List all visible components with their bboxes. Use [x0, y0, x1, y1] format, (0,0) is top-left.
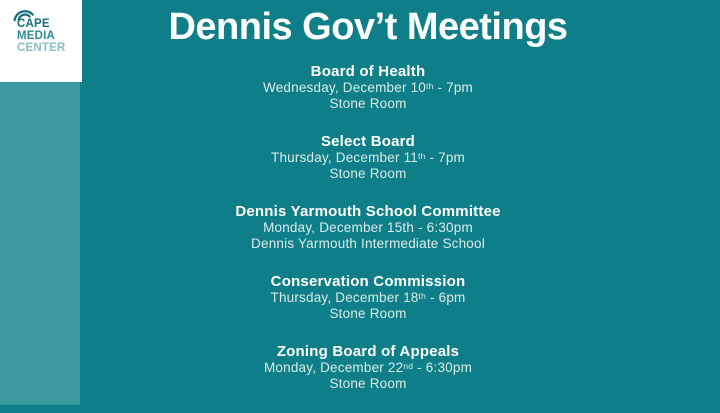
meeting-time-text: - 6pm [426, 290, 466, 305]
page-title: Dennis Gov’t Meetings [168, 6, 568, 48]
ordinal-superscript: th [418, 291, 427, 302]
meeting-date-text: Wednesday, December 10 [263, 80, 427, 95]
ordinal-superscript: th [426, 81, 434, 92]
meeting-item [16, 343, 720, 392]
meetings-list [16, 63, 720, 392]
meeting-name: Select Board [320, 133, 416, 150]
meeting-name: Conservation Commission [270, 273, 466, 290]
meeting-name: Board of Health [310, 63, 426, 80]
meeting-datetime [16, 80, 720, 96]
meeting-name: Zoning Board of Appeals [276, 343, 460, 360]
meeting-date-text: Monday, December 22 [263, 360, 404, 375]
meeting-datetime [16, 360, 720, 376]
slide-content [16, 0, 720, 413]
meeting-item [16, 203, 720, 252]
meeting-time-text: - 7pm [433, 80, 473, 95]
meeting-location: Stone Room [329, 376, 407, 391]
meeting-location: Stone Room [329, 166, 407, 181]
meeting-datetime [16, 150, 720, 166]
logo-text-center: CENTER [17, 42, 66, 54]
meeting-location: Stone Room [329, 96, 407, 111]
meeting-date-text: Monday, December 15th - 6:30pm [263, 220, 473, 235]
meeting-location: Stone Room [329, 306, 407, 321]
meeting-time-text: - 7pm [425, 150, 465, 165]
ordinal-superscript: nd [403, 361, 414, 372]
meeting-item [16, 273, 720, 322]
meeting-name: Dennis Yarmouth School Committee [235, 203, 501, 220]
meeting-datetime [16, 290, 720, 306]
meeting-location: Dennis Yarmouth Intermediate School [251, 236, 485, 251]
meeting-datetime [16, 220, 720, 236]
logo-text-media: MEDIA [17, 30, 56, 42]
meeting-item [16, 133, 720, 182]
meeting-date-text: Thursday, December 11 [271, 150, 419, 165]
meeting-date-text: Thursday, December 18 [270, 290, 419, 305]
meeting-time-text: - 6:30pm [413, 360, 473, 375]
logo-text-cape: CAPE [17, 18, 50, 30]
ordinal-superscript: th [418, 151, 426, 162]
meeting-item [16, 63, 720, 112]
